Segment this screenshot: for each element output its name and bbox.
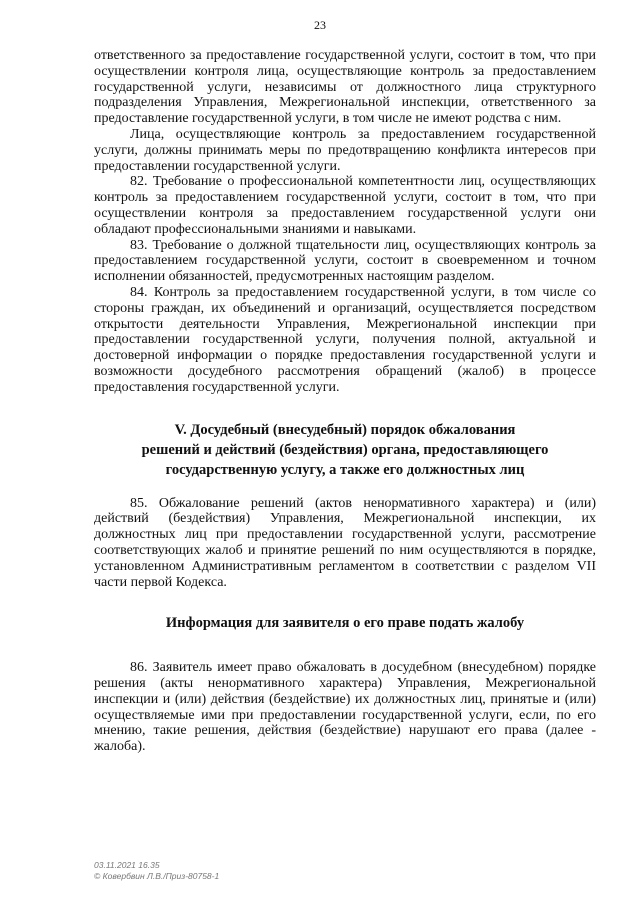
footer-date: 03.11.2021 16.35 <box>94 860 160 870</box>
paragraph-82: 82. Требование о профессиональной компетентности лиц, осуществляющих контроль за предоставлением государственной услуги, состоит в том, что при осуществлении контроля за предоставлением государственной услуги они обладают профессиональными знаниями и навыками. <box>94 174 596 237</box>
paragraph-conflict-of-interest: Лица, осуществляющие контроль за предоставлением государственной услуги, должны принимать меры по предотвращению конфликта интересов при предоставлении государственной услуги. <box>94 126 596 174</box>
paragraph-continuation: ответственного за предоставление государственной услуги, состоит в том, что при осуществлении контроля лица, осуществляющие контроль за предоставлением государственной услуги, независимы от должностного лица структурного подразделения Управления, Межрегиональной инспекции, ответственного за предоставление государственной услуги, в том числе не имеют родства с ним. <box>94 48 596 127</box>
paragraph-86: 86. Заявитель имеет право обжаловать в досудебном (внесудебном) порядке решения (акты ненормативного характера) Управления, Межрегиональной инспекции и (или) действия (бездействие) их должностных лиц, принятые и (или) осуществляемые ими при предоставлении государственной услуги, если, по его мнению, такие решения, действия (бездействие) нарушают его права (далее - жалоба). <box>94 660 596 755</box>
subheading-complaint-info: Информация для заявителя о его праве подать жалобу <box>165 615 525 632</box>
section-v-title <box>94 420 596 480</box>
footer-stamp <box>94 860 219 882</box>
paragraph-83: 83. Требование о должной тщательности лиц, осуществляющих контроль за предоставлением государственной услуги, состоит в своевременном и точном исполнении обязанностей, предусмотренных настоящим разделом. <box>94 237 596 285</box>
section-title-line-2: решений и действий (бездействия) органа, предоставляющего <box>141 441 549 458</box>
section-title-line-3: государственную услугу, а также его должностных лиц <box>165 461 525 478</box>
paragraph-84: 84. Контроль за предоставлением государственной услуги, в том числе со стороны граждан, их объединений и организаций, осуществляется посредством открытости деятельности Управления, Межрегиональной инспекции при предоставлении государственной услуги, получения полной, актуальной и достоверной информации о порядке предоставления государственной услуги и возможности досудебного рассмотрения обращений (жалоб) в процессе предоставления государственной услуги. <box>94 284 596 395</box>
footer-author: © Ковербвин Л.В./Приз-80758-1 <box>94 871 220 881</box>
page-number: 23 <box>314 18 326 32</box>
paragraph-85: 85. Обжалование решений (актов ненормативного характера) и (или) действий (бездействия) Управления, Межрегиональной инспекции, их должностных лиц при предоставлении государственной услуги, рассмотрение соответствующих жалоб и принятие решений по ним осуществляются в порядке, установленном Административным регламентом в соответствии с разделом VII части первой Кодекса. <box>94 495 596 590</box>
document-body <box>94 48 596 755</box>
section-title-line-1: V. Досудебный (внесудебный) порядок обжалования <box>174 421 516 438</box>
